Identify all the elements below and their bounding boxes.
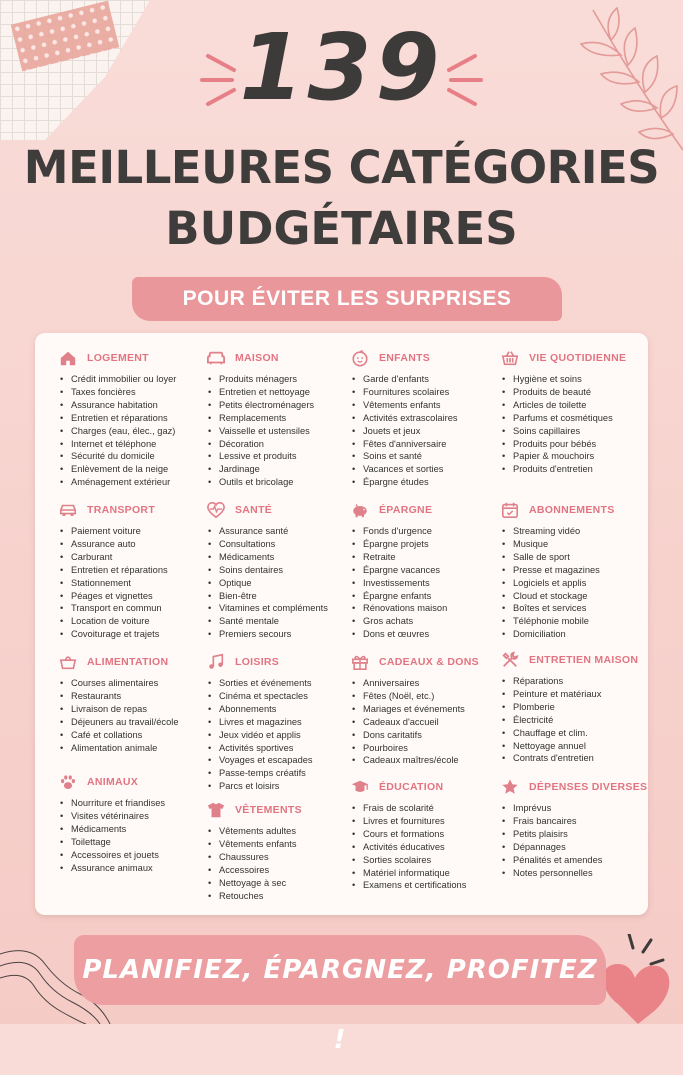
list-item: • Optique [205, 577, 355, 590]
list-item: • Consultations [205, 538, 355, 551]
list-item: • Notes personnelles [499, 867, 649, 880]
category-items [499, 675, 649, 765]
category-items [499, 525, 649, 641]
list-item: • Soins dentaires [205, 564, 355, 577]
list-item: • Nourriture et friandises [57, 797, 207, 810]
category-items [349, 525, 499, 641]
list-item: • Médicaments [205, 551, 355, 564]
slogan-text: PLANIFIEZ, ÉPARGNEZ, PROFITEZ ! [82, 955, 598, 1055]
list-item: • Vêtements enfants [349, 399, 499, 412]
category-loisirs [205, 651, 355, 793]
list-item: • Soins et santé [349, 450, 499, 463]
baby-face-icon [349, 349, 371, 367]
category-vetements [205, 799, 355, 902]
list-item: • Fonds d'urgence [349, 525, 499, 538]
list-item: • Covoiturage et trajets [57, 628, 207, 641]
list-item: • Fournitures scolaires [349, 386, 499, 399]
list-item: • Retraite [349, 551, 499, 564]
list-item: • Rénovations maison [349, 602, 499, 615]
shopping-basket-icon [499, 349, 521, 367]
list-item: • Logiciels et applis [499, 577, 649, 590]
list-item: • Sorties et événements [205, 677, 355, 690]
category-sante [205, 499, 355, 641]
category-items [499, 373, 649, 476]
category-items [57, 797, 207, 874]
list-item: • Santé mentale [205, 615, 355, 628]
list-item: • Imprévus [499, 802, 649, 815]
list-item: • Hygiène et soins [499, 373, 649, 386]
list-item: • Dons caritatifs [349, 729, 499, 742]
list-item: • Décoration [205, 438, 355, 451]
list-item: • Réparations [499, 675, 649, 688]
category-title: ENFANTS [379, 352, 431, 364]
category-items [205, 525, 355, 641]
category-title: ÉPARGNE [379, 504, 433, 516]
list-item: • Abonnements [205, 703, 355, 716]
music-note-icon [205, 653, 227, 671]
graduation-cap-icon [349, 778, 371, 796]
list-item: • Matériel informatique [349, 867, 499, 880]
list-item: • Passe-temps créatifs [205, 767, 355, 780]
list-item: • Entretien et réparations [57, 564, 207, 577]
list-item: • Produits d'entretien [499, 463, 649, 476]
list-item: • Crédit immobilier ou loyer [57, 373, 207, 386]
list-item: • Cadeaux maîtres/école [349, 754, 499, 767]
list-item: • Visites vétérinaires [57, 810, 207, 823]
subtitle-banner: POUR ÉVITER LES SURPRISES [132, 277, 562, 321]
list-item: • Articles de toilette [499, 399, 649, 412]
category-items [349, 677, 499, 767]
category-items [499, 802, 649, 879]
category-title: ABONNEMENTS [529, 504, 615, 516]
list-item: • Contrats d'entretien [499, 752, 649, 765]
category-title: ÉDUCATION [379, 781, 444, 793]
list-item: • Jardinage [205, 463, 355, 476]
list-item: • Frais bancaires [499, 815, 649, 828]
category-title: ALIMENTATION [87, 656, 169, 668]
gift-icon [349, 653, 371, 671]
list-item: • Médicaments [57, 823, 207, 836]
category-title: LOGEMENT [87, 352, 149, 364]
list-item: • Parcs et loisirs [205, 780, 355, 793]
category-transport [57, 499, 207, 641]
category-epargne [349, 499, 499, 641]
category-title: TRANSPORT [87, 504, 156, 516]
list-item: • Jouets et jeux [349, 425, 499, 438]
sofa-icon [205, 349, 227, 367]
list-item: • Petits électroménagers [205, 399, 355, 412]
list-item: • Anniversaires [349, 677, 499, 690]
list-item: • Frais de scolarité [349, 802, 499, 815]
list-item: • Épargne études [349, 476, 499, 489]
list-item: • Vaisselle et ustensiles [205, 425, 355, 438]
category-animaux [57, 771, 207, 874]
category-title: VIE QUOTIDIENNE [529, 352, 627, 364]
category-items [57, 525, 207, 641]
list-item: • Activités extrascolaires [349, 412, 499, 425]
list-item: • Investissements [349, 577, 499, 590]
list-item: • Livraison de repas [57, 703, 207, 716]
list-item: • Dons et œuvres [349, 628, 499, 641]
page-title-line2: BUDGÉTAIRES [165, 202, 518, 255]
heartbeat-icon [205, 501, 227, 519]
list-item: • Toilettage [57, 836, 207, 849]
category-title: DÉPENSES DIVERSES [529, 781, 648, 793]
list-item: • Streaming vidéo [499, 525, 649, 538]
list-item: • Entretien et nettoyage [205, 386, 355, 399]
list-item: • Remplacements [205, 412, 355, 425]
list-item: • Domiciliation [499, 628, 649, 641]
categories-card [35, 333, 648, 915]
category-maison [205, 347, 355, 489]
category-items [205, 825, 355, 902]
list-item: • Voyages et escapades [205, 754, 355, 767]
list-item: • Parfums et cosmétiques [499, 412, 649, 425]
category-abonnements [499, 499, 649, 641]
category-title: LOISIRS [235, 656, 280, 668]
list-item: • Produits ménagers [205, 373, 355, 386]
list-item: • Location de voiture [57, 615, 207, 628]
list-item: • Internet et téléphone [57, 438, 207, 451]
list-item: • Cloud et stockage [499, 590, 649, 603]
list-item: • Fêtes (Noël, etc.) [349, 690, 499, 703]
grocery-basket-icon [57, 653, 79, 671]
slogan-banner [74, 935, 606, 1055]
list-item: • Vêtements adultes [205, 825, 355, 838]
list-item: • Activités éducatives [349, 841, 499, 854]
category-vie-quotidienne [499, 347, 649, 476]
category-title: SANTÉ [235, 504, 273, 516]
list-item: • Aménagement extérieur [57, 476, 207, 489]
category-items [205, 373, 355, 489]
list-item: • Mariages et événements [349, 703, 499, 716]
list-item: • Sorties scolaires [349, 854, 499, 867]
category-title: VÊTEMENTS [235, 804, 302, 816]
list-item: • Taxes foncières [57, 386, 207, 399]
tools-icon [499, 651, 521, 669]
list-item: • Outils et bricolage [205, 476, 355, 489]
list-item: • Petits plaisirs [499, 828, 649, 841]
list-item: • Sécurité du domicile [57, 450, 207, 463]
list-item: • Produits pour bébés [499, 438, 649, 451]
list-item: • Nettoyage annuel [499, 740, 649, 753]
list-item: • Assurance habitation [57, 399, 207, 412]
list-item: • Entretien et réparations [57, 412, 207, 425]
list-item: • Jeux vidéo et applis [205, 729, 355, 742]
list-item: • Presse et magazines [499, 564, 649, 577]
list-item: • Épargne vacances [349, 564, 499, 577]
list-item: • Restaurants [57, 690, 207, 703]
list-item: • Électricité [499, 714, 649, 727]
list-item: • Pourboires [349, 742, 499, 755]
list-item: • Cinéma et spectacles [205, 690, 355, 703]
list-item: • Bien-être [205, 590, 355, 603]
list-item: • Assurance santé [205, 525, 355, 538]
category-depenses-diverses [499, 776, 649, 879]
list-item: • Gros achats [349, 615, 499, 628]
piggy-bank-icon [349, 501, 371, 519]
star-icon [499, 778, 521, 796]
category-cadeaux-dons [349, 651, 499, 767]
category-items [349, 802, 499, 892]
heart-icon [593, 934, 683, 1024]
list-item: • Cours et formations [349, 828, 499, 841]
list-item: • Assurance animaux [57, 862, 207, 875]
list-item: • Livres et magazines [205, 716, 355, 729]
list-item: • Chauffage et clim. [499, 727, 649, 740]
category-items [57, 677, 207, 754]
list-item: • Cadeaux d'accueil [349, 716, 499, 729]
list-item: • Stationnement [57, 577, 207, 590]
category-title: ENTRETIEN MAISON [529, 654, 639, 666]
list-item: • Dépannages [499, 841, 649, 854]
tshirt-icon [205, 801, 227, 819]
list-item: • Chaussures [205, 851, 355, 864]
list-item: • Examens et certifications [349, 879, 499, 892]
list-item: • Transport en commun [57, 602, 207, 615]
list-item: • Boîtes et services [499, 602, 649, 615]
list-item: • Téléphonie mobile [499, 615, 649, 628]
list-item: • Lessive et produits [205, 450, 355, 463]
category-alimentation [57, 651, 207, 754]
list-item: • Accessoires et jouets [57, 849, 207, 862]
category-education [349, 776, 499, 892]
list-item: • Nettoyage à sec [205, 877, 355, 890]
list-item: • Épargne enfants [349, 590, 499, 603]
list-item: • Alimentation animale [57, 742, 207, 755]
house-icon [57, 349, 79, 367]
list-item: • Péages et vignettes [57, 590, 207, 603]
category-items [349, 373, 499, 489]
category-title: ANIMAUX [87, 776, 139, 788]
list-item: • Enlèvement de la neige [57, 463, 207, 476]
paw-icon [57, 773, 79, 791]
car-icon [57, 501, 79, 519]
list-item: • Assurance auto [57, 538, 207, 551]
list-item: • Livres et fournitures [349, 815, 499, 828]
category-count: 139 [239, 14, 444, 121]
list-item: • Vêtements enfants [205, 838, 355, 851]
page-title-line1: MEILLEURES CATÉGORIES [23, 141, 660, 194]
list-item: • Pénalités et amendes [499, 854, 649, 867]
list-item: • Plomberie [499, 701, 649, 714]
calendar-icon [499, 501, 521, 519]
list-item: • Vitamines et compléments [205, 602, 355, 615]
list-item: • Café et collations [57, 729, 207, 742]
list-item: • Musique [499, 538, 649, 551]
list-item: • Carburant [57, 551, 207, 564]
category-items [205, 677, 355, 793]
category-title: MAISON [235, 352, 279, 364]
list-item: • Peinture et matériaux [499, 688, 649, 701]
list-item: • Salle de sport [499, 551, 649, 564]
list-item: • Produits de beauté [499, 386, 649, 399]
list-item: • Activités sportives [205, 742, 355, 755]
list-item: • Déjeuners au travail/école [57, 716, 207, 729]
category-logement [57, 347, 207, 489]
list-item: • Garde d'enfants [349, 373, 499, 386]
category-entretien-maison [499, 649, 649, 765]
category-enfants [349, 347, 499, 489]
list-item: • Retouches [205, 890, 355, 903]
category-title: CADEAUX & DONS [379, 656, 479, 668]
list-item: • Épargne projets [349, 538, 499, 551]
list-item: • Fêtes d'anniversaire [349, 438, 499, 451]
list-item: • Vacances et sorties [349, 463, 499, 476]
list-item: • Charges (eau, élec., gaz) [57, 425, 207, 438]
list-item: • Soins capillaires [499, 425, 649, 438]
list-item: • Papier & mouchoirs [499, 450, 649, 463]
list-item: • Accessoires [205, 864, 355, 877]
list-item: • Courses alimentaires [57, 677, 207, 690]
list-item: • Paiement voiture [57, 525, 207, 538]
category-items [57, 373, 207, 489]
list-item: • Premiers secours [205, 628, 355, 641]
